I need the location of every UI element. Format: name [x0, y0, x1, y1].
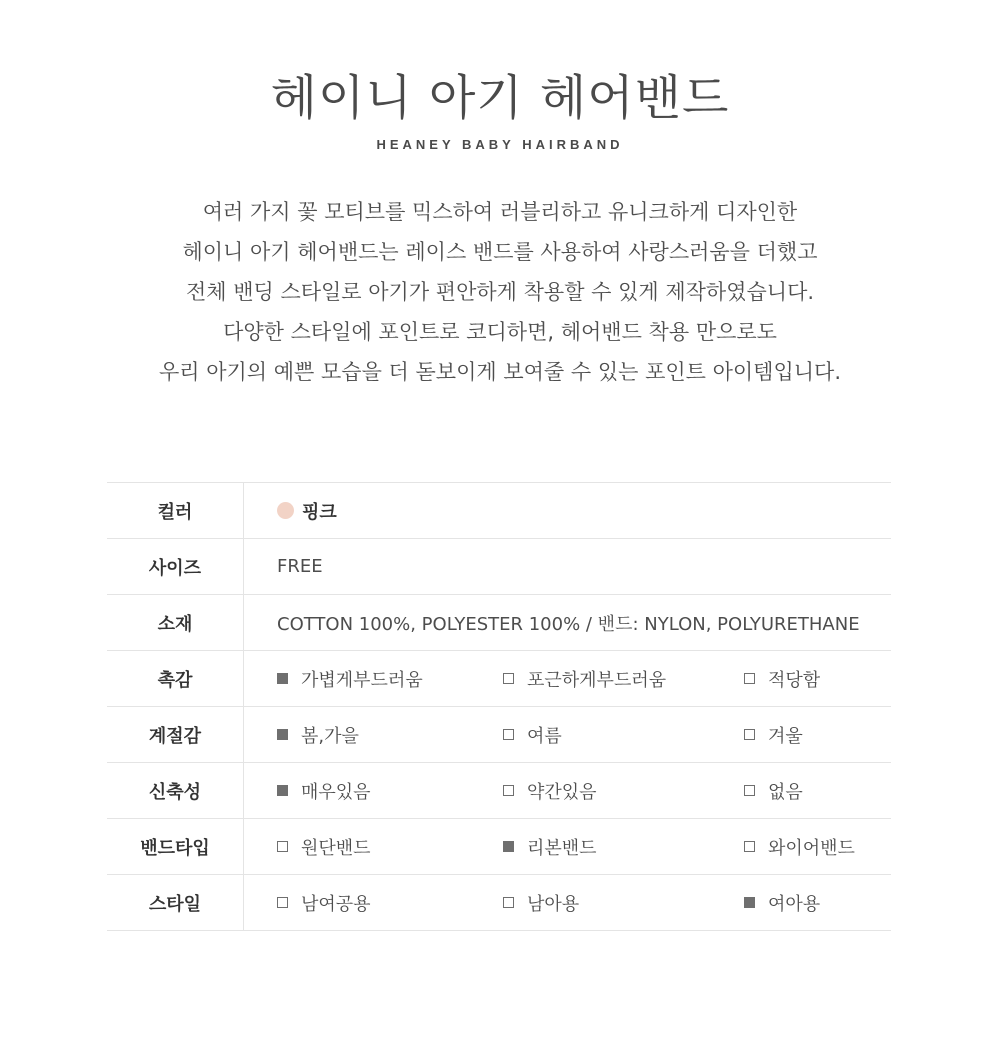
option-item	[277, 819, 371, 874]
unchecked-box-icon	[277, 897, 288, 908]
option-label: 가볍게부드러움	[301, 669, 423, 691]
option-item	[503, 651, 666, 706]
option-item	[503, 819, 597, 874]
option-label: 남아용	[527, 893, 580, 915]
spec-label: 계절감	[107, 707, 244, 763]
checked-box-icon	[503, 841, 514, 852]
option-group	[277, 763, 891, 818]
option-item	[503, 763, 597, 818]
description-line: 전체 밴딩 스타일로 아기가 편안하게 착용할 수 있게 제작하였습니다.	[185, 280, 815, 304]
unchecked-box-icon	[503, 897, 514, 908]
option-group	[277, 875, 891, 930]
option-label: 적당함	[768, 669, 821, 691]
description-line: 헤이니 아기 헤어밴드는 레이스 밴드를 사용하여 사랑스러움을 더했고	[182, 240, 818, 264]
option-item	[744, 819, 855, 874]
product-description	[0, 192, 1000, 392]
option-label: 와이어밴드	[768, 837, 855, 859]
checked-box-icon	[277, 673, 288, 684]
option-item	[744, 651, 820, 706]
spec-row-color	[107, 483, 891, 539]
option-item	[744, 707, 803, 762]
option-item	[277, 651, 423, 706]
spec-value	[244, 651, 892, 707]
spec-row-style	[107, 875, 891, 931]
option-item	[503, 875, 579, 930]
spec-label: 스타일	[107, 875, 244, 931]
spec-row-band-type	[107, 819, 891, 875]
spec-label: 촉감	[107, 651, 244, 707]
spec-row-texture	[107, 651, 891, 707]
option-label: 남여공용	[301, 893, 371, 915]
spec-value: FREE	[244, 539, 892, 595]
spec-value	[244, 763, 892, 819]
spec-value	[244, 819, 892, 875]
option-item	[277, 763, 371, 818]
option-group	[277, 707, 891, 762]
product-title: 헤이니 아기 헤어밴드	[270, 70, 730, 126]
spec-table	[107, 482, 891, 931]
option-item	[277, 707, 359, 762]
option-group	[277, 651, 891, 706]
option-item	[277, 875, 371, 930]
spec-row-size	[107, 539, 891, 595]
unchecked-box-icon	[503, 785, 514, 796]
option-item	[744, 763, 803, 818]
spec-label: 사이즈	[107, 539, 244, 595]
spec-row-material	[107, 595, 891, 651]
option-item	[503, 707, 562, 762]
spec-label: 컬러	[107, 483, 244, 539]
option-label: 매우있음	[301, 781, 371, 803]
spec-value	[244, 875, 892, 931]
spec-row-elasticity	[107, 763, 891, 819]
color-swatch	[277, 502, 294, 519]
option-label: 없음	[768, 781, 803, 803]
checked-box-icon	[277, 729, 288, 740]
unchecked-box-icon	[744, 785, 755, 796]
spec-value	[244, 483, 892, 539]
option-label: 포근하게부드러움	[527, 669, 667, 691]
option-group	[277, 819, 891, 874]
unchecked-box-icon	[277, 841, 288, 852]
checked-box-icon	[277, 785, 288, 796]
option-label: 원단밴드	[301, 837, 371, 859]
spec-value: COTTON 100%, POLYESTER 100% / 밴드: NYLON, POLYURETHANE	[244, 595, 892, 651]
option-label: 약간있음	[527, 781, 597, 803]
unchecked-box-icon	[744, 841, 755, 852]
spec-label: 소재	[107, 595, 244, 651]
option-label: 여아용	[768, 893, 821, 915]
unchecked-box-icon	[503, 673, 514, 684]
option-label: 여름	[527, 725, 562, 747]
spec-label: 밴드타입	[107, 819, 244, 875]
spec-row-season	[107, 707, 891, 763]
option-label: 봄,가을	[301, 725, 359, 747]
description-line: 여러 가지 꽃 모티브를 믹스하여 러블리하고 유니크하게 디자인한	[202, 200, 798, 224]
spec-value	[244, 707, 892, 763]
unchecked-box-icon	[744, 729, 755, 740]
spec-label: 신축성	[107, 763, 244, 819]
unchecked-box-icon	[744, 673, 755, 684]
option-item	[744, 875, 820, 930]
option-label: 리본밴드	[527, 837, 597, 859]
product-subtitle: HEANEY BABY HAIRBAND	[376, 137, 624, 152]
checked-box-icon	[744, 897, 755, 908]
description-line: 우리 아기의 예쁜 모습을 더 돋보이게 보여줄 수 있는 포인트 아이템입니다.	[158, 360, 841, 384]
option-label: 겨울	[768, 725, 803, 747]
description-line: 다양한 스타일에 포인트로 코디하면, 헤어밴드 착용 만으로도	[223, 320, 777, 344]
unchecked-box-icon	[503, 729, 514, 740]
color-name: 핑크	[302, 501, 337, 523]
